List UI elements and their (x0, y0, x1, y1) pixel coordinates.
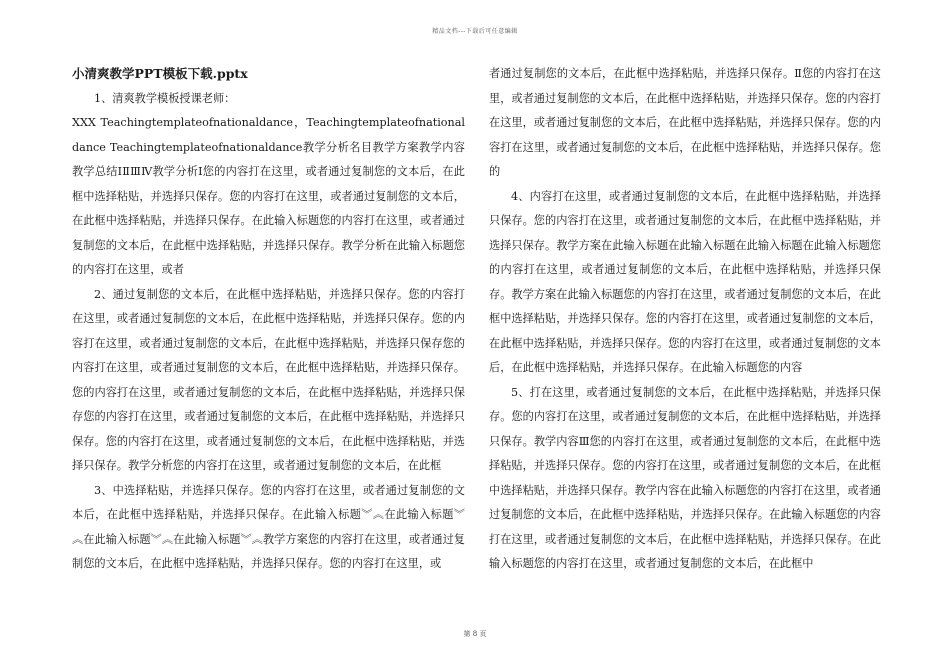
paragraph-5: 5、打在这里，或者通过复制您的文本后，在此框中选择粘贴，并选择只保存。您的内容打在这里，或者通过复制您的文本后，在此框中选择粘贴，并选择只保存。教学内容Ⅲ您的内容打在这里，或者通过复制您的文本后，在此框中选择粘贴，并选择只保存。您的内容打在这里，或者通过复制您的文本后，在此框中选择粘贴，并选择只保存。教学内容在此输入标题您的内容打在这里，或者通过复制您的文本后，在此框中选择粘贴，并选择只保存。在此输入标题您的内容打在这里，或者通过复制您的文本后，在此框中选择粘贴，并选择只保存。在此输入标题您的内容打在这里，或者通过复制您的文本后，在此框中 (489, 385, 881, 570)
page-number: 第 8 页 (463, 630, 487, 638)
document-title: 小清爽教学PPT模板下载.pptx (72, 66, 248, 81)
paragraph-1: 1、清爽教学模板授课老师： (94, 91, 236, 105)
right-column (489, 62, 881, 577)
left-column (72, 62, 465, 577)
paragraph-3: 3、中选择粘贴，并选择只保存。您的内容打在这里，或者通过复制您的文本后，在此框中选择粘贴，并选择只保存。在此输入标题︾︽在此输入标题︾︽在此输入标题︾︽在此输入标题︾︽教学方案您的内容打在这里，或者通过复制您的文本后，在此框中选择粘贴，并选择只保存。您的内容打在这里，或 (72, 483, 465, 570)
paragraph-2: 2、通过复制您的文本后，在此框中选择粘贴，并选择只保存。您的内容打在这里，或者通过复制您的文本后，在此框中选择粘贴，并选择只保存。您的内容打在这里，或者通过复制您的文本后，在此框中选择粘贴，并选择只保存您的内容打在这里，或者通过复制您的文本后，在此框中选择粘贴，并选择只保存。您的内容打在这里，或者通过复制您的文本后，在此框中选择粘贴，并选择只保存您的内容打在这里，或者通过复制您的文本后，在此框中选择粘贴，并选择只保存。您的内容打在这里，或者通过复制您的文本后，在此框中选择粘贴，并选择只保存。教学分析您的内容打在这里，或者通过复制您的文本后，在此框 (72, 287, 465, 472)
header-note: 精品文档---下载后可任意编辑 (432, 28, 518, 35)
paragraph-4: 4、内容打在这里，或者通过复制您的文本后，在此框中选择粘贴，并选择只保存。您的内容打在这里，或者通过复制您的文本后，在此框中选择粘贴，并选择只保存。教学方案在此输入标题在此输入标题在此输入标题在此输入标题您的内容打在这里，或者通过复制您的文本后，在此框中选择粘贴，并选择只保存。教学方案在此输入标题您的内容打在这里，或者通过复制您的文本后，在此框中选择粘贴，并选择只保存。您的内容打在这里，或者通过复制您的文本后，在此框中选择粘贴，并选择只保存。您的内容打在这里，或者通过复制您的文本后，在此框中选择粘贴，并选择只保存。在此输入标题您的内容 (489, 189, 881, 374)
paragraph-1-body: XXX Teachingtemplateofnationaldance，Teachingtemplateofnationaldance Teachingtemplateofnationaldance教学分析名目教学方案教学内容教学总结ⅠⅡⅢⅣ教学分析Ⅰ您的内容打在这里，或者通过复制您的文本后，在此框中选择粘贴，并选择只保存。您的内容打在这里，或者通过复制您的文本后，在此框中选择粘贴，并选择只保存。在此输入标题您的内容打在这里，或者通过复制您的文本后，在此框中选择粘贴，并选择只保存。教学分析在此输入标题您的内容打在这里，或者 (72, 116, 465, 276)
paragraph-3-continued: 者通过复制您的文本后，在此框中选择粘贴，并选择只保存。Ⅱ您的内容打在这里，或者通过复制您的文本后，在此框中选择粘贴，并选择只保存。您的内容打在这里，或者通过复制您的文本后，在此框中选择粘贴，并选择只保存。您的内容打在这里，或者通过复制您的文本后，在此框中选择粘贴，并选择只保存。您的 (489, 67, 881, 178)
